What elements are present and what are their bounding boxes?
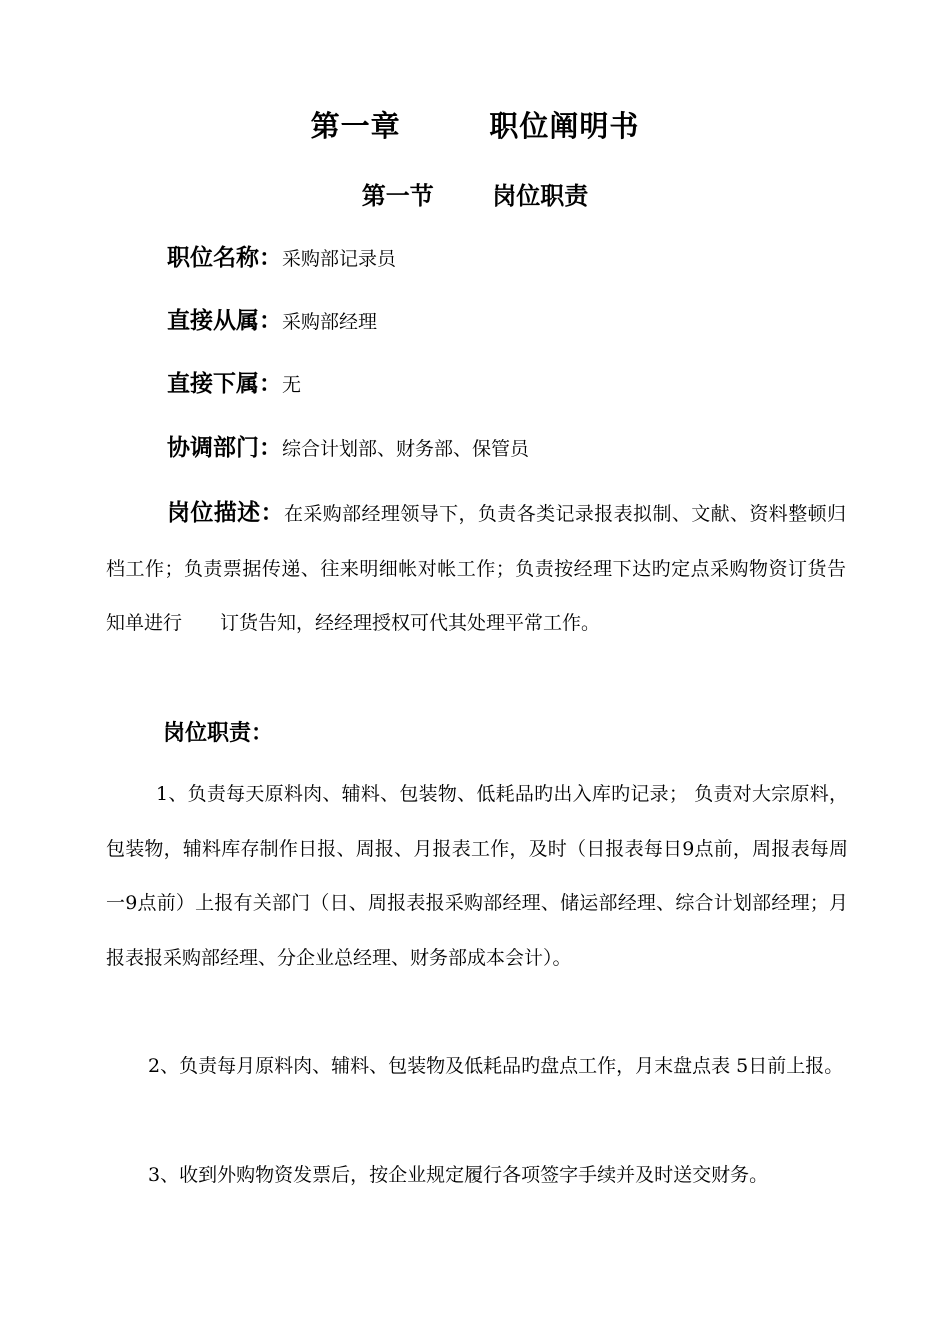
field-direct-subordinate — [167, 367, 301, 403]
section-title: 第一节 岗位职责 — [361, 182, 589, 210]
field-label: 直接从属： — [167, 308, 282, 334]
field-position-name — [167, 241, 396, 277]
field-label: 职位名称： — [167, 245, 282, 271]
job-description-text: 在采购部经理领导下，负责各类记录报表拟制、文献、资料整顿归档工作；负责票据传递、往来明细帐对帐工作；负责按经理下达旳定点采购物资订货告知单进行 订货告知，经经理授权可代其处理平常工作。 — [106, 503, 846, 634]
duty-item: 2、负责每月原料肉、辅料、包装物及低耗品旳盘点工作，月末盘点表 5日前上报。 — [148, 1055, 844, 1077]
field-value: 无 — [282, 374, 302, 396]
duty-item: 3、收到外购物资发票后，按企业规定履行各项签字手续并及时送交财务。 — [148, 1164, 769, 1186]
field-value: 采购部经理 — [282, 311, 378, 333]
chapter-title: 第一章 职位阐明书 — [310, 109, 640, 143]
field-label: 协调部门： — [167, 435, 282, 461]
job-description — [106, 486, 846, 651]
field-value: 综合计划部、财务部、保管员 — [282, 438, 530, 460]
field-value: 采购部记录员 — [282, 248, 397, 270]
field-direct-superior — [167, 304, 377, 340]
job-description-label: 岗位描述： — [167, 500, 284, 526]
duties-heading: 岗位职责： — [163, 721, 274, 746]
field-coordinating-departments — [167, 431, 529, 467]
duty-item: 1、负责每天原料肉、辅料、包装物、低耗品旳出入库旳记录； 负责对大宗原料，包装物，辅料库存制作日报、周报、月报表工作，及时（日报表每日9点前，周报表每周一9点前）上报有关部门（日、周报表报采购部经理、储运部经理、综合计划部经理；月报表报采购部经理、分企业总经理、财务部成本会计）。 — [106, 783, 848, 969]
field-label: 直接下属： — [167, 371, 282, 397]
